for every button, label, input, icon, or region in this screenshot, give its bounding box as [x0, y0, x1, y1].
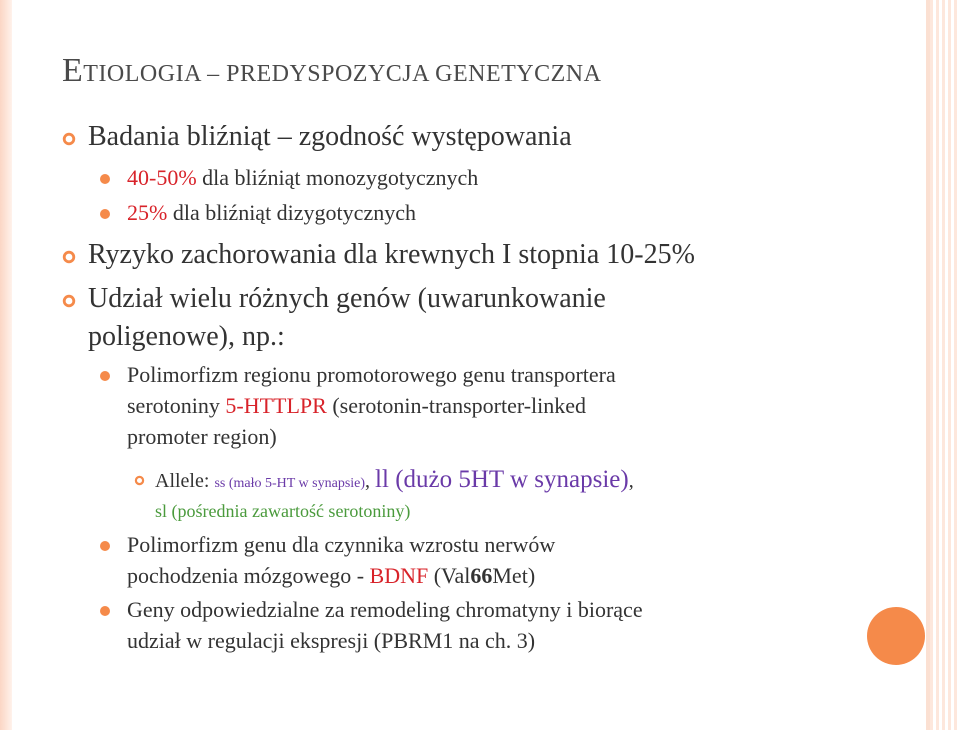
dot-bullet-icon — [100, 606, 110, 616]
bullet-monozygotic: 40-50% dla bliźniąt monozygotycznych — [127, 165, 479, 190]
hollow-bullet-icon — [134, 475, 145, 486]
slide-right-border — [930, 0, 960, 730]
dot-bullet-icon — [100, 541, 110, 551]
bullet-relative-risk: Ryzyko zachorowania dla krewnych I stopnia 10-25% — [88, 239, 695, 270]
slide-left-border — [0, 0, 12, 730]
bullet-5httlpr: Polimorfizm regionu promotorowego genu transportera serotoniny 5-HTTLPR (serotonin-transporter-linked promoter region) — [127, 362, 616, 450]
hollow-bullet-icon — [62, 250, 76, 264]
bullet-dizygotic: 25% dla bliźniąt dizygotycznych — [127, 200, 416, 225]
dot-bullet-icon — [100, 209, 110, 219]
dot-bullet-icon — [100, 174, 110, 184]
bullet-alleles: Allele: ss (mało 5-HT w synapsie), ll (dużo 5HT w synapsie), sl (pośrednia zawartość serotoniny) — [155, 466, 634, 522]
bullet-chromatin: Geny odpowiedzialne za remodeling chromatyny i biorące udział w regulacji ekspresji (PBRM1 na ch. 3) — [127, 597, 643, 654]
bullet-twins-study: Badania bliźniąt – zgodność występowania — [88, 121, 572, 152]
hollow-bullet-icon — [62, 132, 76, 146]
bullet-polygenic: Udział wielu różnych genów (uwarunkowanie poligenowe), np.: — [88, 283, 606, 352]
dot-bullet-icon — [100, 371, 110, 381]
hollow-bullet-icon — [62, 294, 76, 308]
decorative-orange-circle — [867, 607, 925, 665]
slide-title: ETIOLOGIA – PREDYSPOZYCJA GENETYCZNA — [62, 52, 602, 89]
bullet-bdnf: Polimorfizm genu dla czynnika wzrostu nerwów pochodzenia mózgowego - BDNF (Val66Met) — [127, 532, 556, 589]
